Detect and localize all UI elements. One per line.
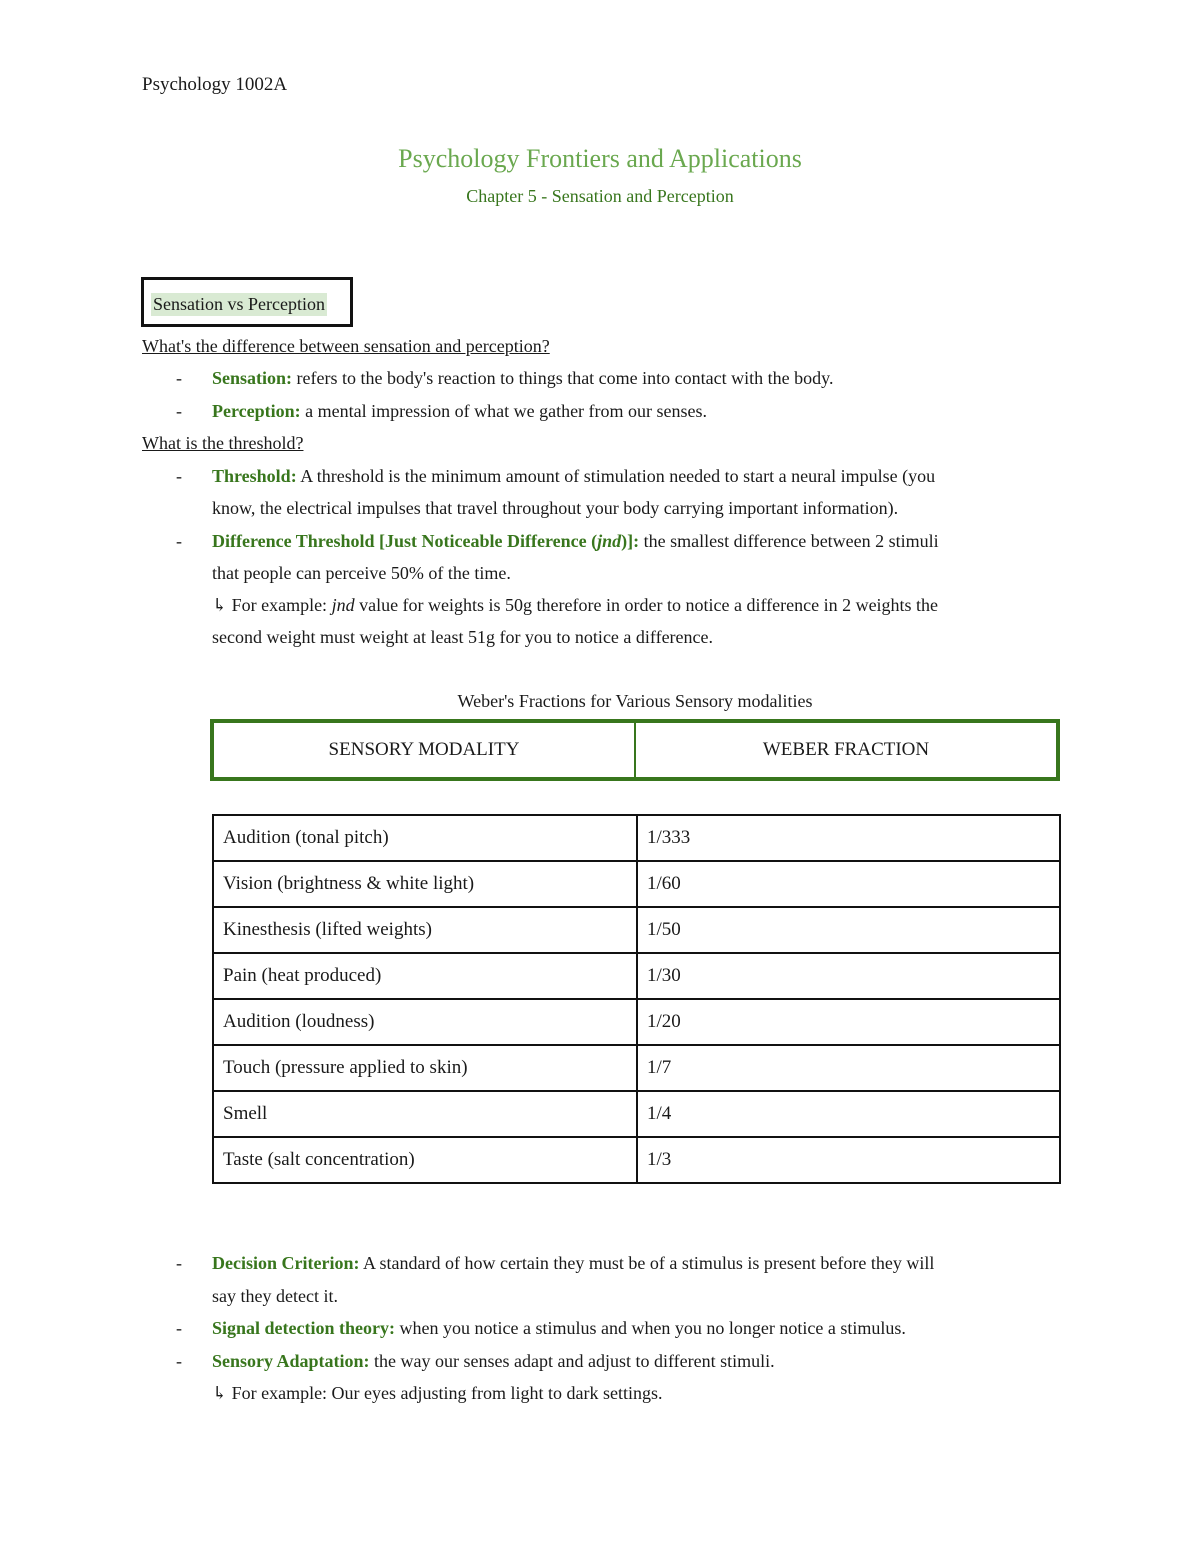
bullet-decision-criterion [212,1253,934,1274]
table-row [213,815,1060,861]
term-perception: Perception: [212,401,301,421]
definition-sensory-adaptation: the way our senses adapt and adjust to different stimuli. [369,1351,775,1371]
term-decision-criterion: Decision Criterion: [212,1253,360,1273]
bullet-dash: - [176,531,182,551]
example-jnd [212,595,938,616]
cell-fraction: 1/333 [637,815,1060,861]
definition-threshold-line2: know, the electrical impulses that travel throughout your body carrying important information). [212,498,899,518]
definition-decision-line1: A standard of how certain they must be of a stimulus is present before they will [359,1253,935,1273]
document-title: Psychology Frontiers and Applications [398,144,802,173]
cell-fraction: 1/20 [637,999,1060,1045]
term-jnd: jnd [597,531,622,551]
bullet-sensation [212,368,833,389]
bullet-sensory-adaptation [212,1351,775,1372]
header-weber-fraction: WEBER FRACTION [762,739,930,760]
cell-modality: Smell [213,1091,637,1137]
table-row [213,1091,1060,1137]
definition-signal-detection: when you notice a stimulus and when you no longer notice a stimulus. [394,1318,906,1338]
bullet-difference-threshold [212,531,939,552]
cell-fraction: 1/30 [637,953,1060,999]
example-jnd-term: jnd [331,595,355,615]
table-row [213,907,1060,953]
term-sensation: Sensation: [212,368,293,388]
term-signal-detection: Signal detection theory: [212,1318,395,1338]
definition-difference-line2: that people can perceive 50% of the time. [212,563,511,583]
chapter-subtitle: Chapter 5 - Sensation and Perception [466,186,734,206]
bullet-dash: - [176,1351,182,1371]
cell-modality: Taste (salt concentration) [213,1137,637,1183]
bullet-perception [212,401,707,422]
cell-fraction: 1/50 [637,907,1060,953]
cell-modality: Audition (tonal pitch) [213,815,637,861]
cell-fraction: 1/4 [637,1091,1060,1137]
question-threshold: What is the threshold? [142,433,304,453]
section-heading: Sensation vs Perception [153,294,325,314]
cell-modality: Kinesthesis (lifted weights) [213,907,637,953]
course-header: Psychology 1002A [142,74,288,95]
cell-fraction: 1/60 [637,861,1060,907]
table-caption: Weber's Fractions for Various Sensory modalities [457,691,813,711]
definition-threshold-line1: A threshold is the minimum amount of stimulation needed to start a neural impulse (you [296,466,936,486]
table-row [213,1045,1060,1091]
term-difference-threshold [212,531,639,551]
bullet-dash: - [176,466,182,486]
term-sensory-adaptation: Sensory Adaptation: [212,1351,370,1371]
term-difference-end: )]: [621,531,640,551]
bullet-dash: - [176,401,182,421]
table-header [210,719,1060,781]
cell-modality: Audition (loudness) [213,999,637,1045]
definition-perception: a mental impression of what we gather from our senses. [300,401,708,421]
example-sensory-adaptation: ↳ For example: Our eyes adjusting from light to dark settings. [212,1383,663,1403]
example-jnd-line2: second weight must weight at least 51g for you to notice a difference. [212,627,714,647]
definition-sensation: refers to the body's reaction to things that come into contact with the body. [292,368,834,388]
example-jnd-line1: value for weights is 50g therefore in order to notice a difference in 2 weights the [354,595,939,615]
section-heading-box [141,277,353,327]
bullet-signal-detection [212,1318,906,1339]
table-row [213,1137,1060,1183]
cell-fraction: 1/7 [637,1045,1060,1091]
bullet-dash: - [176,368,182,388]
term-difference-start: Difference Threshold [Just Noticeable Difference ( [212,531,598,551]
cell-modality: Vision (brightness & white light) [213,861,637,907]
term-threshold: Threshold: [212,466,297,486]
bullet-threshold [212,466,935,487]
table-row [213,953,1060,999]
header-sensory-modality: SENSORY MODALITY [214,723,636,777]
example-prefix: ↳ For example: [212,595,332,615]
bullet-dash: - [176,1318,182,1338]
cell-modality: Touch (pressure applied to skin) [213,1045,637,1091]
cell-modality: Pain (heat produced) [213,953,637,999]
definition-decision-line2: say they detect it. [212,1286,338,1306]
question-sensation-vs-perception: What's the difference between sensation and perception? [142,336,550,356]
table-row [213,861,1060,907]
weber-fractions-table [212,814,1061,1184]
cell-fraction: 1/3 [637,1137,1060,1183]
bullet-dash: - [176,1253,182,1273]
table-row [213,999,1060,1045]
definition-difference-line1: the smallest difference between 2 stimuli [639,531,939,551]
